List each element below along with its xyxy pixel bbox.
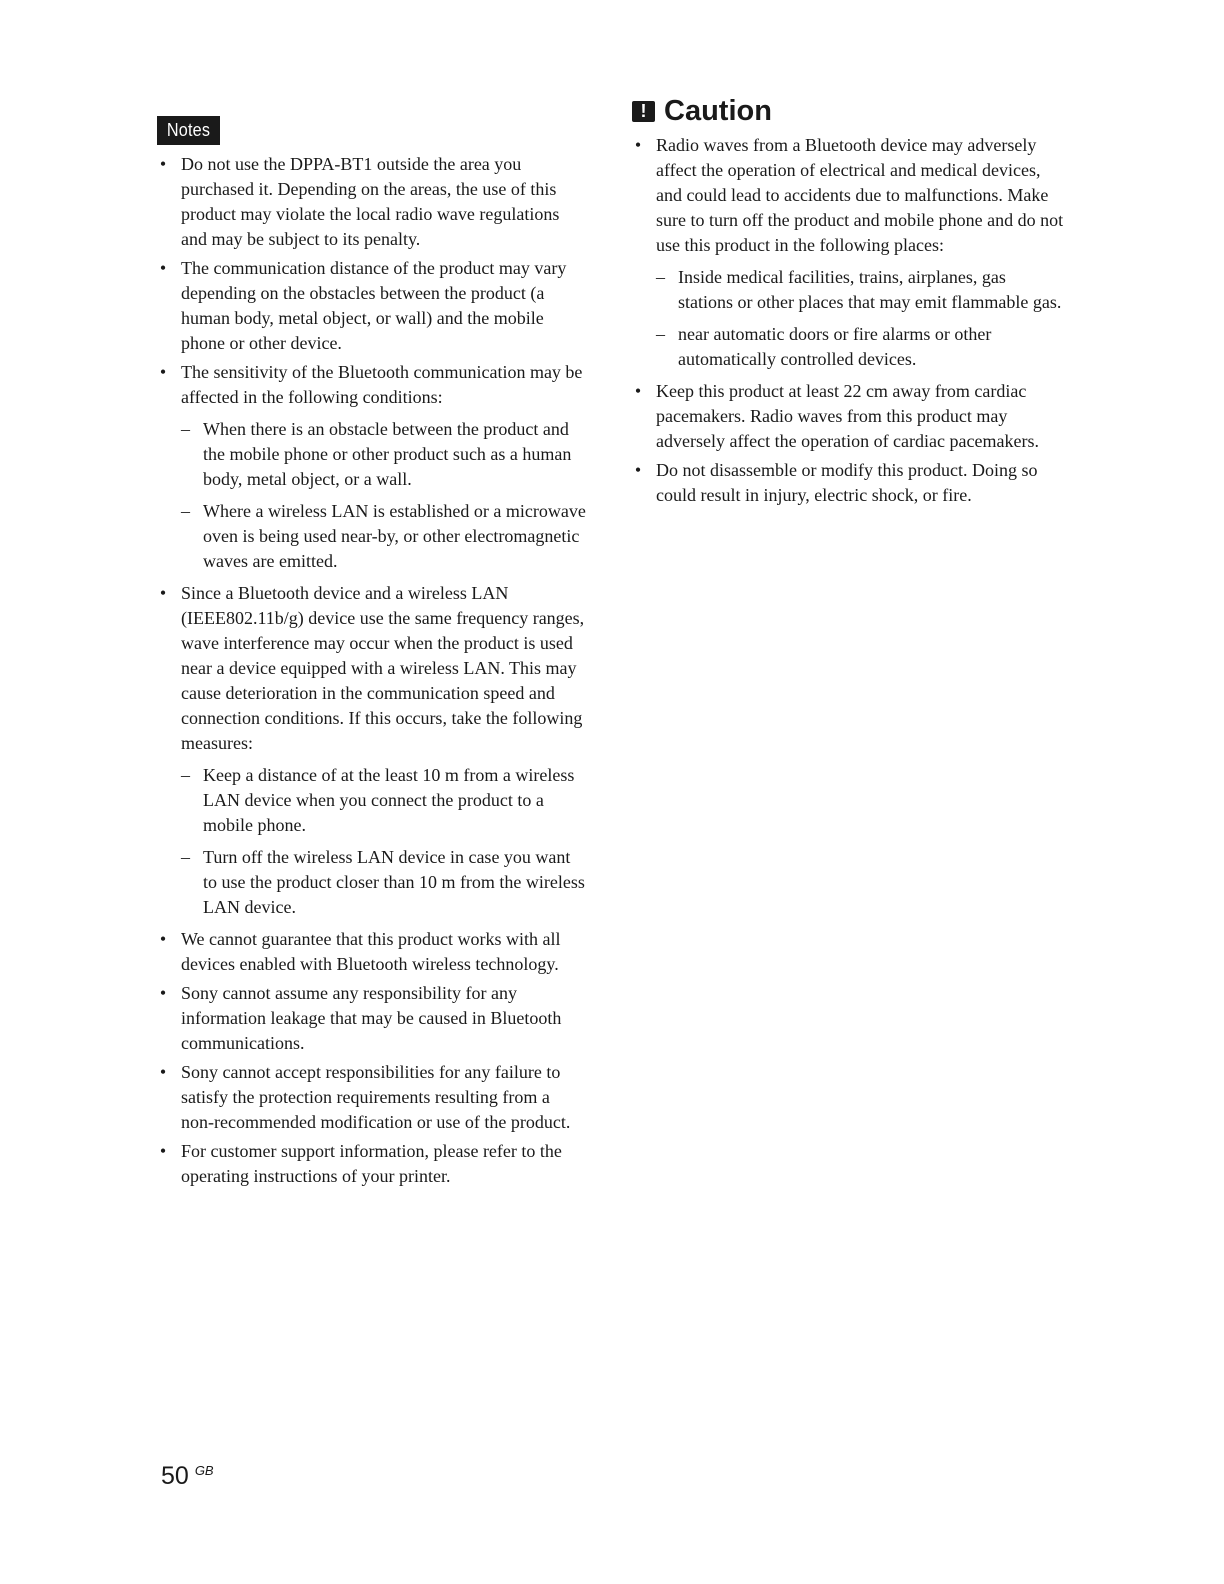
bullet-item bbox=[157, 927, 587, 977]
sub-list bbox=[181, 417, 587, 574]
bullet-item bbox=[632, 379, 1064, 454]
notes-label: Notes bbox=[157, 116, 220, 145]
bullet-icon: • bbox=[634, 460, 642, 480]
sub-item-text: Keep a distance of at the least 10 m from a wireless LAN device when you connect the product to a mobile phone. bbox=[203, 765, 575, 835]
sub-item-text: near automatic doors or fire alarms or other automatically controlled devices. bbox=[678, 324, 992, 369]
bullet-item bbox=[157, 360, 587, 574]
bullet-icon: • bbox=[159, 583, 167, 603]
sub-item bbox=[656, 265, 1064, 315]
bullet-item bbox=[157, 581, 587, 920]
caution-title: Caution bbox=[664, 95, 772, 127]
bullet-text: We cannot guarantee that this product works with all devices enabled with Bluetooth wireless technology. bbox=[181, 929, 561, 974]
caution-section bbox=[632, 94, 1064, 512]
caution-icon: ! bbox=[632, 101, 655, 122]
bullet-text: For customer support information, please refer to the operating instructions of your printer. bbox=[181, 1141, 562, 1186]
bullet-icon: • bbox=[159, 258, 167, 278]
bullet-icon: • bbox=[159, 1062, 167, 1082]
sub-item-text: Where a wireless LAN is established or a microwave oven is being used near-by, or other electromagnetic waves are emitted. bbox=[203, 501, 586, 571]
dash-icon: – bbox=[656, 267, 665, 287]
sub-item bbox=[656, 322, 1064, 372]
sub-list bbox=[181, 763, 587, 920]
page-number-value: 50 bbox=[161, 1462, 189, 1490]
bullet-icon: • bbox=[159, 1141, 167, 1161]
bullet-icon: • bbox=[159, 154, 167, 174]
bullet-icon: • bbox=[159, 362, 167, 382]
dash-icon: – bbox=[181, 847, 190, 867]
dash-icon: – bbox=[181, 419, 190, 439]
sub-item-text: When there is an obstacle between the product and the mobile phone or other product such as a human body, metal object, or a wall. bbox=[203, 419, 572, 489]
sub-item-text: Inside medical facilities, trains, airplanes, gas stations or other places that may emit flammable gas. bbox=[678, 267, 1062, 312]
bullet-icon: • bbox=[634, 135, 642, 155]
page-number bbox=[161, 1462, 214, 1491]
bullet-icon: • bbox=[159, 929, 167, 949]
bullet-text: Do not use the DPPA-BT1 outside the area you purchased it. Depending on the areas, the use of this product may violate the local radio wave regulations and may be subject to its penalty. bbox=[181, 154, 560, 249]
caution-heading bbox=[632, 94, 1064, 128]
sub-item-text: Turn off the wireless LAN device in case you want to use the product closer than 10 m from the wireless LAN device. bbox=[203, 847, 585, 917]
sub-item bbox=[181, 845, 587, 920]
dash-icon: – bbox=[181, 765, 190, 785]
notes-list bbox=[157, 152, 587, 1189]
bullet-text: The sensitivity of the Bluetooth communication may be affected in the following conditions: bbox=[181, 362, 583, 407]
bullet-text: Do not disassemble or modify this product. Doing so could result in injury, electric shock, or fire. bbox=[656, 460, 1038, 505]
bullet-icon: • bbox=[159, 983, 167, 1003]
bullet-text: Sony cannot accept responsibilities for any failure to satisfy the protection requirements resulting from a non-recommended modification or use of the product. bbox=[181, 1062, 571, 1132]
page-number-suffix: GB bbox=[194, 1462, 214, 1478]
bullet-text: Since a Bluetooth device and a wireless LAN (IEEE802.11b/g) device use the same frequency ranges, wave interference may occur when the product is used near a device equipped with a wireless LAN. This may cause deterioration in the communication speed and connection conditions. If this occurs, take the following measures: bbox=[181, 583, 585, 753]
bullet-text: Sony cannot assume any responsibility for any information leakage that may be caused in Bluetooth communications. bbox=[181, 983, 562, 1053]
bullet-item bbox=[632, 133, 1064, 372]
dash-icon: – bbox=[181, 501, 190, 521]
sub-item bbox=[181, 417, 587, 492]
dash-icon: – bbox=[656, 324, 665, 344]
bullet-text: Keep this product at least 22 cm away from cardiac pacemakers. Radio waves from this product may adversely affect the operation of cardiac pacemakers. bbox=[656, 381, 1039, 451]
sub-list bbox=[656, 265, 1064, 372]
notes-section bbox=[157, 116, 587, 1193]
bullet-text: The communication distance of the product may vary depending on the obstacles between the product (a human body, metal object, or wall) and the mobile phone or other device. bbox=[181, 258, 567, 353]
bullet-item bbox=[157, 1060, 587, 1135]
bullet-text: Radio waves from a Bluetooth device may adversely affect the operation of electrical and medical devices, and could lead to accidents due to malfunctions. Make sure to turn off the product and mobile phone and do not use this product in the following places: bbox=[656, 135, 1064, 255]
sub-item bbox=[181, 763, 587, 838]
bullet-item bbox=[157, 256, 587, 356]
bullet-item bbox=[157, 152, 587, 252]
bullet-item bbox=[157, 981, 587, 1056]
caution-list bbox=[632, 133, 1064, 508]
bullet-item bbox=[157, 1139, 587, 1189]
bullet-item bbox=[632, 458, 1064, 508]
bullet-icon: • bbox=[634, 381, 642, 401]
sub-item bbox=[181, 499, 587, 574]
